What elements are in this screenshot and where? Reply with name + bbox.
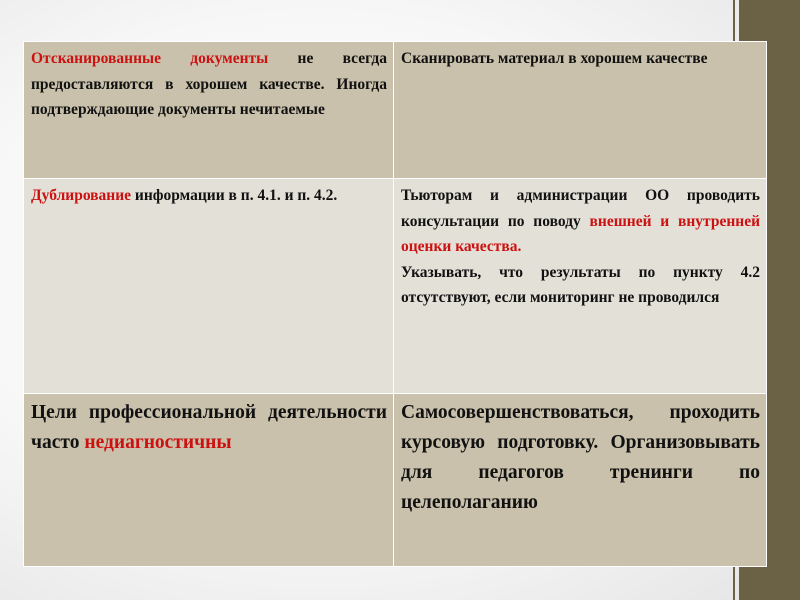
solution-cell: [394, 42, 767, 179]
solution-paragraph: [401, 260, 760, 311]
problem-text-highlight: недиагностичны: [84, 432, 232, 453]
solution-text: Тьюторам и администрации ОО проводить консультации по поводу: [401, 187, 760, 230]
problem-cell: [24, 42, 394, 179]
solution-text: Указывать, что результаты по пункту 4.2 отсутствуют, если мониторинг не проводился: [401, 263, 760, 306]
problem-text-highlight: Дублирование: [31, 187, 132, 204]
issues-table: [23, 41, 767, 567]
solution-text: Самосовершенствоваться, проходить курсовую подготовку. Организовывать для педагогов тренинги по целеполаганию: [401, 402, 760, 513]
problem-text: информации в п. 4.1. и п. 4.2.: [131, 187, 338, 204]
solution-text: Сканировать материал в хорошем качестве: [401, 50, 708, 67]
table-row: [24, 42, 767, 179]
table-row: [24, 394, 767, 567]
problem-cell: [24, 394, 394, 567]
solution-paragraph: [401, 46, 760, 72]
table-row: [24, 179, 767, 394]
solution-paragraph: [401, 398, 760, 518]
solution-cell: [394, 179, 767, 394]
problem-text: не всегда предоставляются в хорошем качестве. Иногда подтверждающие документы нечитаемые: [31, 50, 387, 118]
problem-text-highlight: Отсканированные документы: [31, 50, 269, 67]
problem-text: Цели профессиональной деятельности часто: [31, 402, 387, 453]
problem-cell: [24, 179, 394, 394]
solution-paragraph: [401, 183, 760, 260]
solution-text-highlight: внешней и внутренней оценки качества.: [401, 212, 760, 255]
solution-cell: [394, 394, 767, 567]
